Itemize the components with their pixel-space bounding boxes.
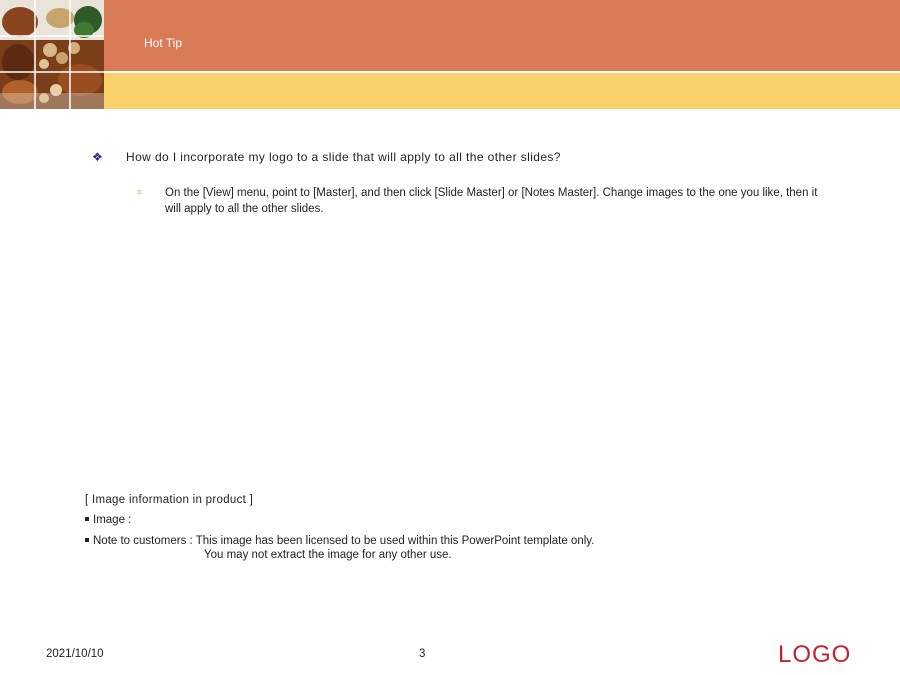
list-bullet-icon bbox=[85, 538, 89, 542]
food-photo-image bbox=[0, 0, 104, 109]
answer-text: On the [View] menu, point to [Master], and then click [Slide Master] or [Notes Master]. Change images to the one you like, then it will apply to all the other slides. bbox=[165, 187, 818, 215]
slide-title: Hot Tip bbox=[144, 36, 183, 50]
logo: LOGO bbox=[778, 641, 852, 668]
footer-date: 2021/10/10 bbox=[46, 648, 104, 660]
square-bullet-icon: ¤ bbox=[137, 187, 143, 197]
diamond-bullet-icon: ❖ bbox=[92, 150, 103, 164]
page-number: 3 bbox=[419, 648, 426, 660]
image-label: Image : bbox=[93, 514, 132, 526]
question-text: How do I incorporate my logo to a slide that will apply to all the other slides? bbox=[126, 150, 561, 164]
accent-band bbox=[104, 73, 900, 109]
header-band bbox=[0, 0, 900, 71]
note-line-1: Note to customers : This image has been licensed to be used within this PowerPoint template only. bbox=[93, 535, 595, 547]
food-photo-graphic bbox=[0, 0, 104, 109]
image-info-note bbox=[85, 533, 594, 549]
image-info-image bbox=[85, 514, 131, 526]
list-bullet-icon bbox=[85, 517, 89, 521]
note-line-2: You may not extract the image for any other use. bbox=[204, 549, 452, 561]
image-info-title: [ Image information in product ] bbox=[85, 494, 254, 506]
